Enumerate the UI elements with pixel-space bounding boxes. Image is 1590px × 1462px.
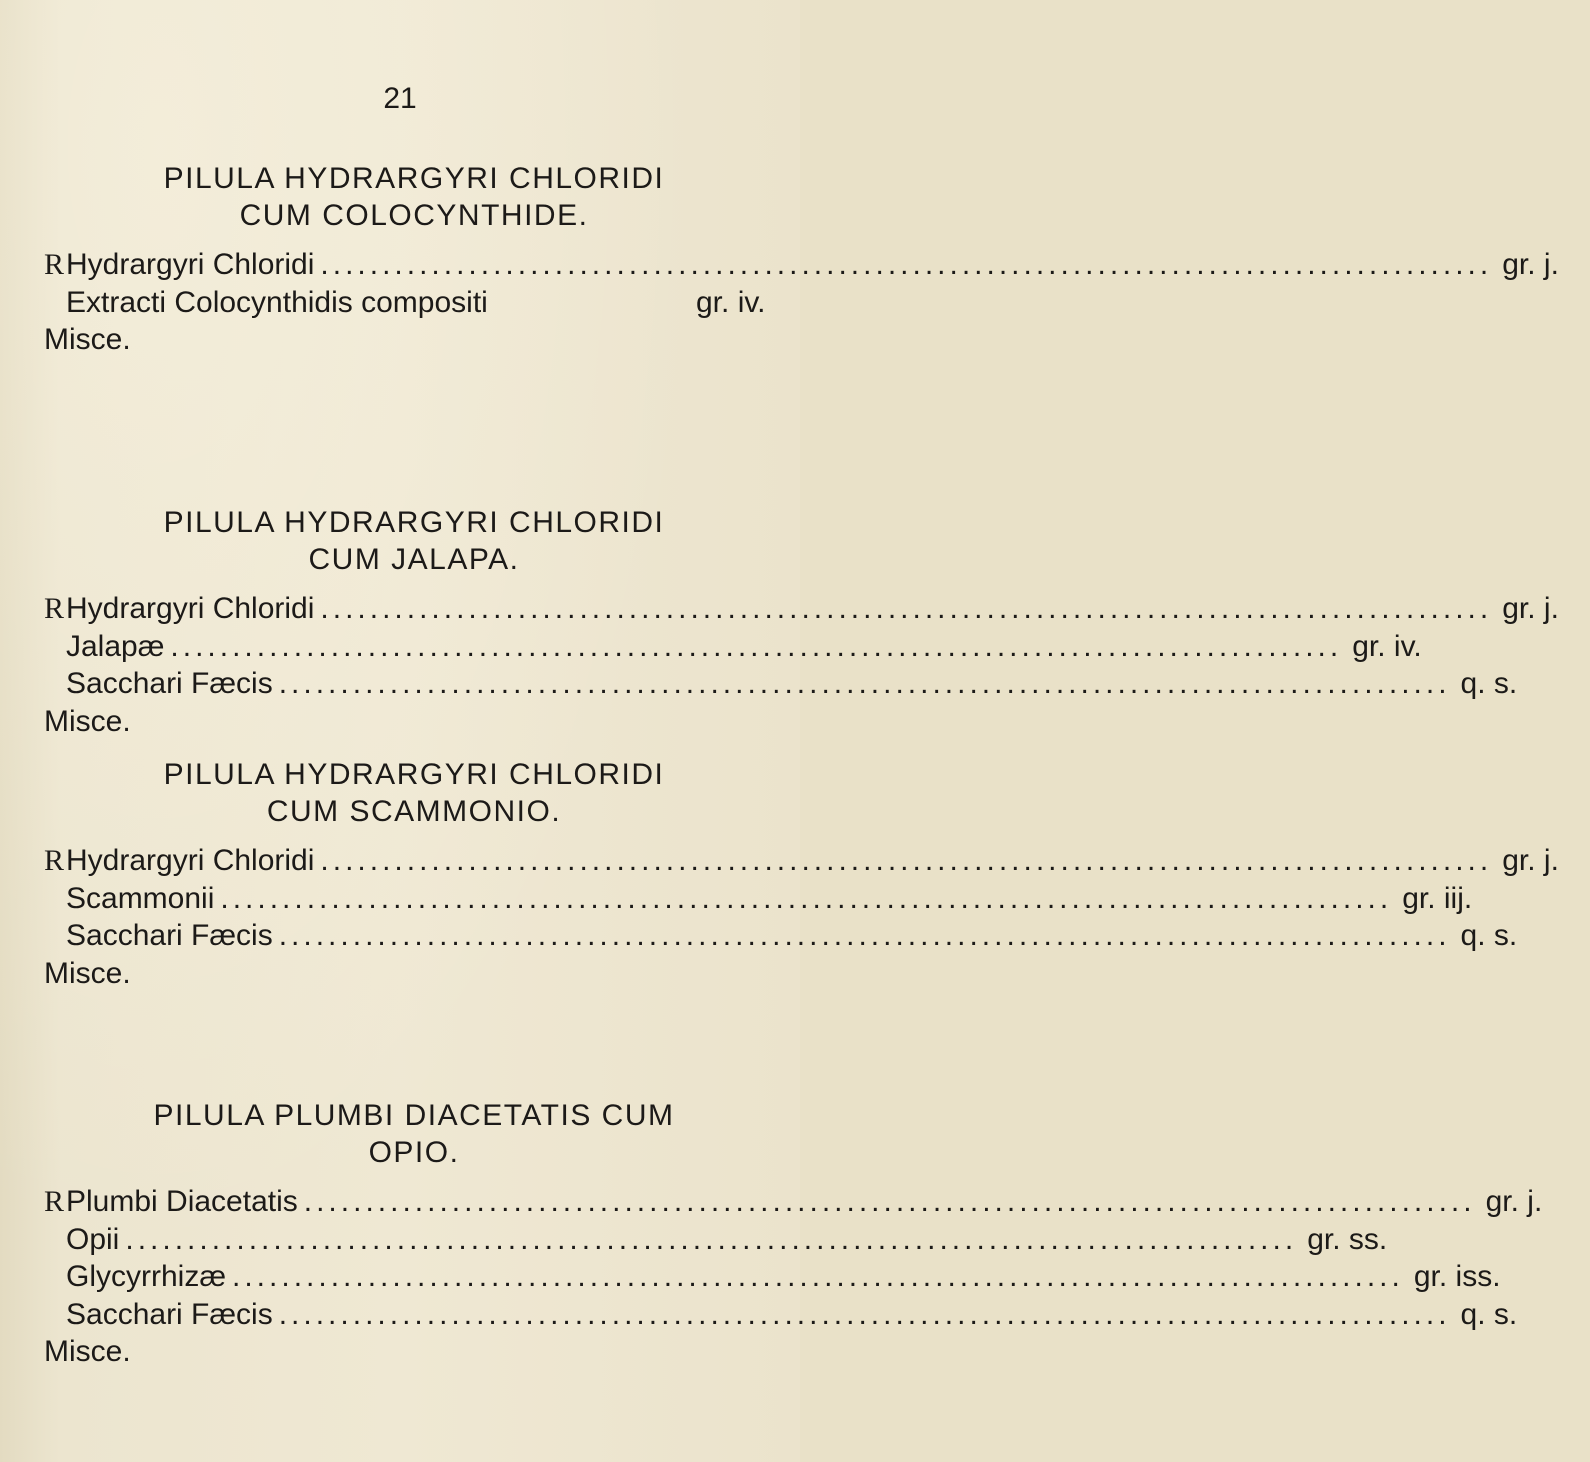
leader-dots: ............................................................................................... [232,1260,1404,1293]
ingredient-quantity: gr. iij. [1402,881,1473,915]
ingredient-row [44,284,784,322]
ingredient-quantity: gr. iv. [1352,629,1422,663]
ingredient-name: Plumbi Diacetatis [66,1185,298,1218]
formula-section-opio [44,1097,1543,1371]
leader-dots: ............................................................................................... [303,1185,1476,1218]
ingredient-row [44,628,1422,666]
ingredient-quantity: gr. j. [1502,248,1559,281]
recipe-symbol: R [44,248,65,281]
ingredient-name: Sacchari Fæcis [66,919,273,952]
ingredient-quantity: gr. j. [1502,592,1559,625]
recipe-symbol: R [44,592,65,625]
ingredient-name: Scammonii [66,881,215,915]
ingredient-quantity: gr. iv. [696,285,766,319]
leader-dots: ............................................................................................... [320,592,1493,625]
ingredient-quantity: gr. j. [1485,1185,1543,1218]
ingredient-name: Hydrargyri Chloridi [66,248,315,281]
ingredient-quantity: gr. ss. [1307,1222,1388,1256]
ingredient-row [44,590,1559,628]
formula-title-line-1: PILULA HYDRARGYRI CHLORIDI [163,758,665,791]
formula-title-line-2: CUM SCAMMONIO. [266,795,562,828]
ingredient-quantity: gr. j. [1502,844,1559,877]
leader-dots: ............................................................................................... [278,919,1451,952]
ingredient-quantity: q. s. [1460,1297,1518,1331]
formula-section-scammonio [44,756,1559,992]
formula-title-line-2: CUM COLOCYNTHIDE. [239,199,589,232]
ingredient-row [44,917,1518,955]
ingredient-row [44,880,1473,918]
leader-dots: ............................................................................................... [278,667,1451,700]
ingredient-row [44,1183,1543,1221]
formula-section-jalapa [44,504,1559,740]
ingredient-row [44,1258,1501,1296]
misce-instruction: Misce. [44,1335,131,1368]
formula-title-line-2: CUM JALAPA. [308,543,520,576]
page-number: 21 [383,82,417,115]
recipe-symbol: R [44,844,65,877]
formula-title [44,504,784,578]
formula-title-line-2: OPIO. [368,1136,460,1169]
ingredient-row [44,665,1518,703]
formula-title [44,756,784,830]
ingredient-row [44,1221,1388,1259]
ingredient-name: Sacchari Fæcis [66,667,273,700]
recipe-symbol: R [44,1185,65,1218]
leader-dots: ............................................................................................... [125,1222,1298,1256]
leader-dots: ............................................................................................... [278,1297,1451,1331]
leader-dots: ............................................................................................... [170,629,1343,663]
formula-title-line-1: PILULA HYDRARGYRI CHLORIDI [163,506,665,539]
formula-title-line-1: PILULA PLUMBI DIACETATIS CUM [153,1099,675,1132]
ingredient-quantity: q. s. [1460,667,1518,700]
ingredient-name: Opii [66,1222,120,1256]
ingredient-name: Jalapæ [66,629,165,663]
formula-title [44,160,784,234]
ingredient-name: Sacchari Fæcis [66,1297,273,1331]
leader-dots: ............................................................................................... [220,881,1393,915]
misce-instruction: Misce. [44,704,131,738]
formula-title [44,1097,784,1171]
formula-title-line-1: PILULA HYDRARGYRI CHLORIDI [163,162,665,195]
leader-dots: ............................................................................................... [320,248,1493,281]
ingredient-name: Glycyrrhizæ [66,1260,227,1293]
misce-instruction: Misce. [44,956,131,990]
ingredient-name: Extracti Colocynthidis compositi [66,285,488,319]
ingredient-row [44,842,1559,880]
ingredient-row [44,1296,1518,1334]
ingredient-name: Hydrargyri Chloridi [66,844,315,877]
ingredient-quantity: q. s. [1460,919,1518,952]
leader-dots: ............................................................................................... [320,844,1493,877]
ingredient-quantity: gr. iss. [1413,1260,1501,1293]
ingredient-name: Hydrargyri Chloridi [66,592,315,625]
misce-instruction: Misce. [44,323,131,356]
ingredient-row [44,246,1559,284]
formula-section-colocynthide [44,160,1559,359]
